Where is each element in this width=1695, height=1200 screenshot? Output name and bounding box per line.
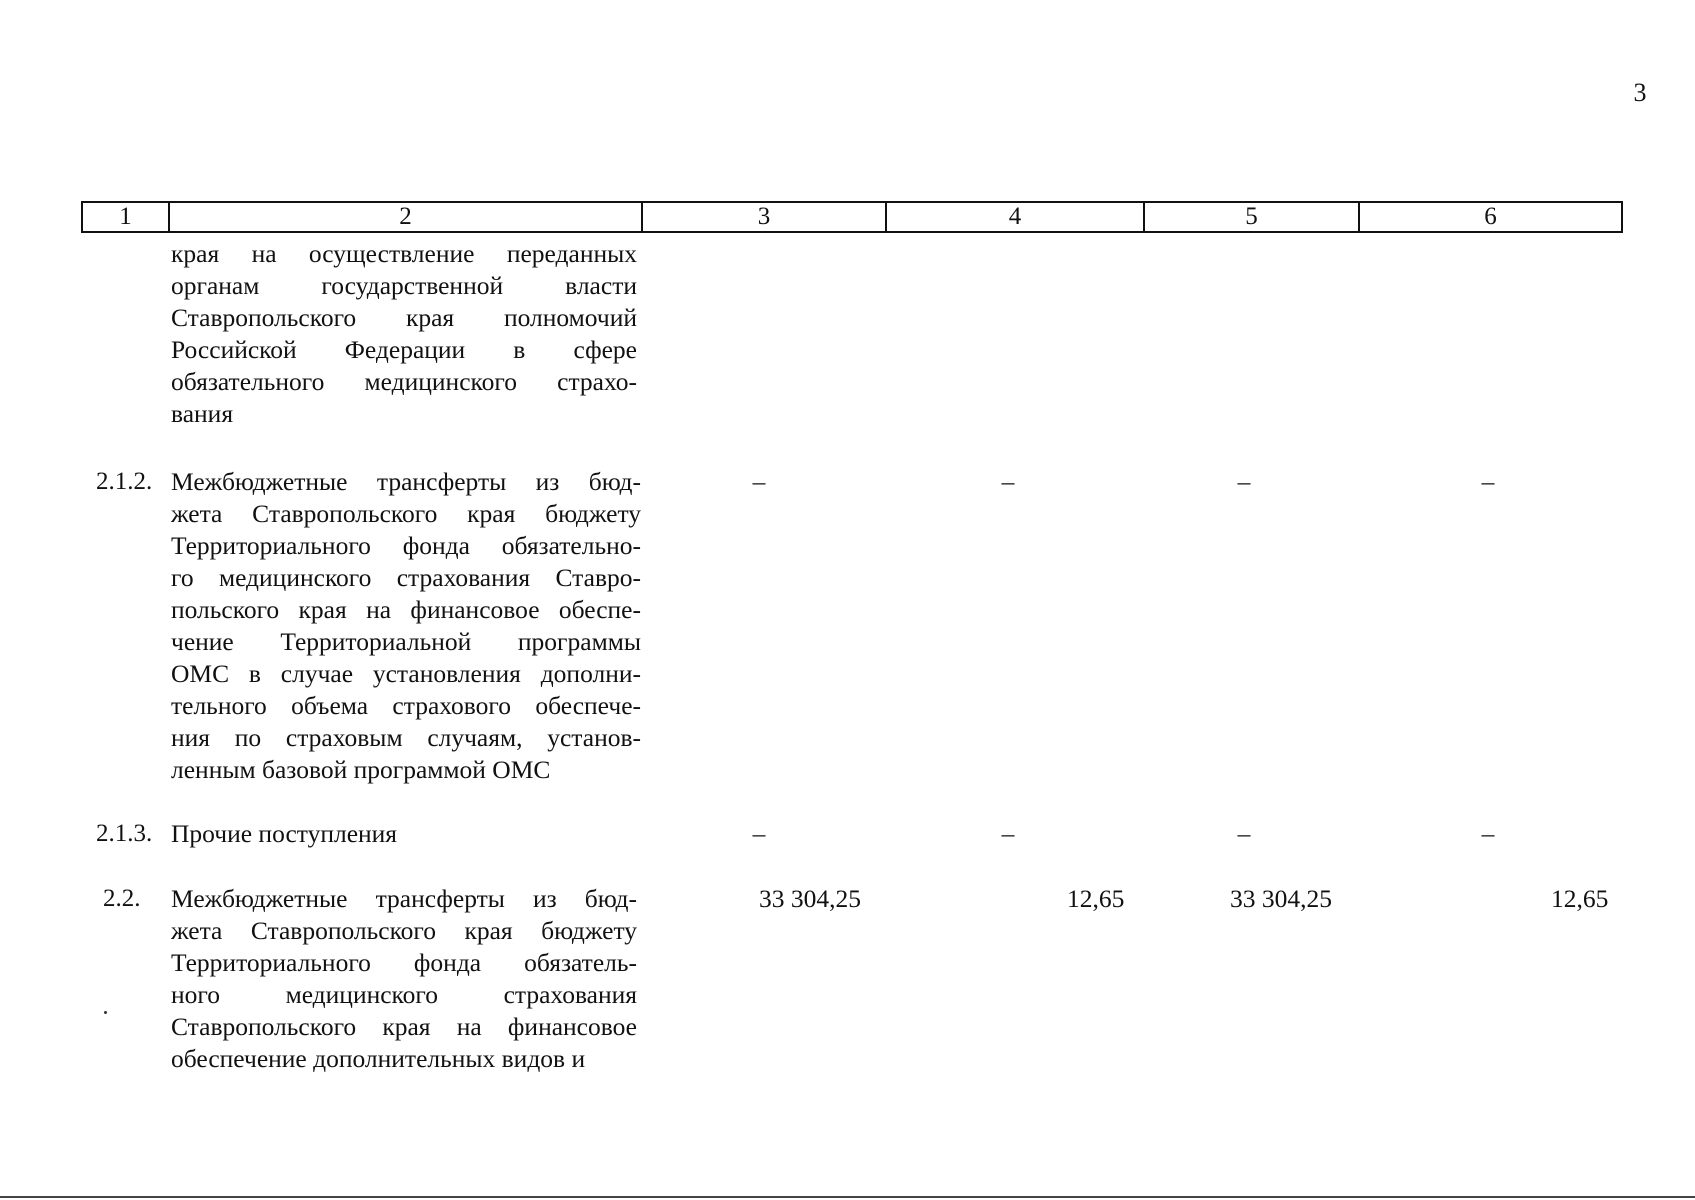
- description-line: Территориального фонда обязательно-: [171, 531, 641, 560]
- scan-speck: [104, 1011, 107, 1014]
- row-2-2-col5: 33 304,25: [1230, 884, 1332, 913]
- description-line: чение Территориальной программы: [171, 627, 641, 656]
- description-line: органам государственной власти: [171, 271, 637, 300]
- header-cell-1: 1: [83, 203, 170, 231]
- header-cell-3: 3: [643, 203, 887, 231]
- row-2-1-3-col5: –: [1237, 819, 1251, 848]
- row-2-1-2-col3: –: [752, 467, 766, 496]
- header-cell-4: 4: [887, 203, 1145, 231]
- description-line: края на осуществление переданных: [171, 239, 637, 268]
- row-code-2-1-2: 2.1.2.: [96, 468, 153, 495]
- row-code-2-2: 2.2.: [103, 885, 141, 912]
- description-line: жета Ставропольского края бюджету: [171, 916, 637, 945]
- description-line: польского края на финансовое обеспе-: [171, 595, 641, 624]
- row-2-1-2-col4: –: [1001, 467, 1015, 496]
- description-line: Российской Федерации в сфере: [171, 335, 637, 364]
- row-code-2-1-3: 2.1.3.: [96, 820, 153, 847]
- row-2-2-col6: 12,65: [1551, 884, 1609, 913]
- description-line: вания: [171, 399, 234, 428]
- table-row-2-1-3-description: [171, 818, 637, 850]
- description-line: Ставропольского края на финансовое: [171, 1012, 637, 1041]
- scan-bottom-edge: [0, 1196, 1695, 1198]
- description-line: ния по страховым случаям, установ-: [171, 723, 641, 752]
- table-row-2-2-description: [171, 883, 637, 1075]
- table-row-2-1-2-description: [171, 466, 641, 786]
- description-line: Межбюджетные трансферты из бюд-: [171, 467, 641, 496]
- row-2-1-2-col5: –: [1237, 467, 1251, 496]
- table-header-row: [81, 201, 1623, 233]
- description-line: Межбюджетные трансферты из бюд-: [171, 884, 637, 913]
- description-line: тельного объема страхового обеспече-: [171, 691, 641, 720]
- row-2-1-3-col6: –: [1481, 819, 1495, 848]
- description-line: жета Ставропольского края бюджету: [171, 499, 641, 528]
- description-line: Прочие поступления: [171, 819, 398, 848]
- description-line: обеспечение дополнительных видов и: [171, 1044, 586, 1073]
- description-line: ленным базовой программой ОМС: [171, 755, 551, 784]
- description-line: ОМС в случае установления дополни-: [171, 659, 641, 688]
- description-line: Ставропольского края полномочий: [171, 303, 637, 332]
- description-line: Территориального фонда обязатель-: [171, 948, 637, 977]
- description-line: ного медицинского страхования: [171, 980, 637, 1009]
- description-line: го медицинского страхования Ставро-: [171, 563, 641, 592]
- header-cell-5: 5: [1145, 203, 1360, 231]
- table-row-continuation-description: [171, 238, 637, 430]
- row-2-2-col4: 12,65: [1067, 884, 1125, 913]
- row-2-1-3-col3: –: [752, 819, 766, 848]
- row-2-2-col3: 33 304,25: [759, 884, 861, 913]
- page-number: 3: [1633, 78, 1647, 107]
- header-cell-6: 6: [1484, 203, 1497, 230]
- description-line: обязательного медицинского страхо-: [171, 367, 637, 396]
- row-2-1-3-col4: –: [1001, 819, 1015, 848]
- row-2-1-2-col6: –: [1481, 467, 1495, 496]
- header-cell-2: 2: [170, 203, 643, 231]
